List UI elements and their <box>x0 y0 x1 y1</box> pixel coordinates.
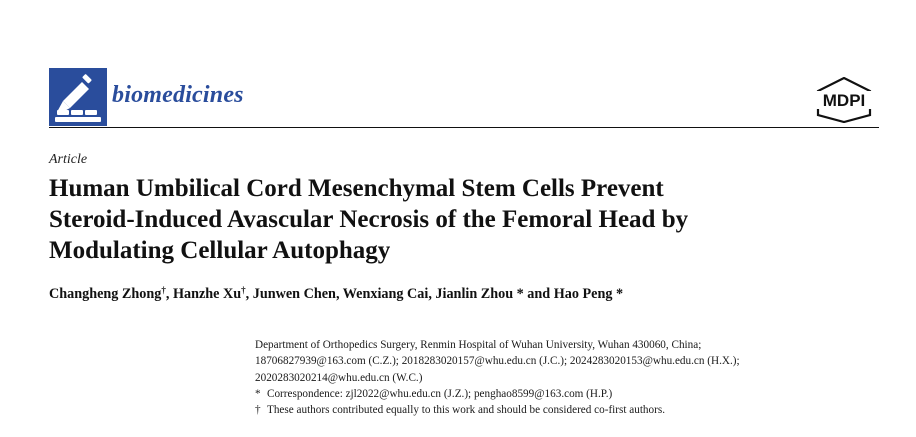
author-name[interactable]: Hanzhe Xu <box>172 286 242 302</box>
author-name[interactable]: Wenxiang Cai <box>342 286 429 302</box>
publisher-name: MDPI <box>822 91 866 110</box>
author-list <box>49 285 623 303</box>
equal-contribution-note <box>255 402 895 418</box>
author-mark: † <box>241 285 246 295</box>
title-line: Steroid-Induced Avascular Necrosis of the Femoral Head by <box>49 206 689 233</box>
title-line: Human Umbilical Cord Mesenchymal Stem Cells Prevent <box>49 175 664 202</box>
header-divider <box>49 127 879 128</box>
affiliation-emails: 18706827939@163.com (C.Z.); 2018283020157@whu.edu.cn (J.C.); 2024283020153@whu.edu.cn (H.X.); <box>255 355 740 368</box>
author-name[interactable]: Hao Peng <box>553 286 613 302</box>
author-mark: * <box>516 286 524 302</box>
author-separator: and <box>523 286 554 302</box>
affiliation-line: Department of Orthopedics Surgery, Renmin Hospital of Wuhan University, Wuhan 430060, China; <box>255 339 702 351</box>
journal-name: biomedicines <box>112 82 244 108</box>
author-separator: , <box>165 286 173 302</box>
author-name[interactable]: Junwen Chen <box>252 286 336 302</box>
pipette-and-vials-icon <box>49 68 107 126</box>
equal-contribution-mark: † <box>255 404 261 417</box>
correspondence-note <box>255 386 895 402</box>
mdpi-logo <box>810 77 878 123</box>
article-title <box>49 173 879 266</box>
author-mark: † <box>161 285 166 295</box>
title-line: Modulating Cellular Autophagy <box>49 237 391 264</box>
author-separator: , <box>428 286 436 302</box>
correspondence-text: Correspondence: zjl2022@whu.edu.cn (J.Z.); penghao8599@163.com (H.P.) <box>267 387 613 400</box>
author-name[interactable]: Jianlin Zhou <box>435 286 514 302</box>
author-mark: * <box>615 286 624 302</box>
equal-contribution-text: These authors contributed equally to this work and should be considered co-first authors. <box>267 404 665 417</box>
affiliation-emails: 2020283020214@whu.edu.cn (W.C.) <box>255 371 423 384</box>
affiliations-block <box>255 337 895 418</box>
author-name[interactable]: Changheng Zhong <box>49 286 162 302</box>
author-separator: , <box>335 286 343 302</box>
author-separator: , <box>245 286 253 302</box>
article-type: Article <box>49 152 88 167</box>
correspondence-mark: * <box>255 387 261 400</box>
